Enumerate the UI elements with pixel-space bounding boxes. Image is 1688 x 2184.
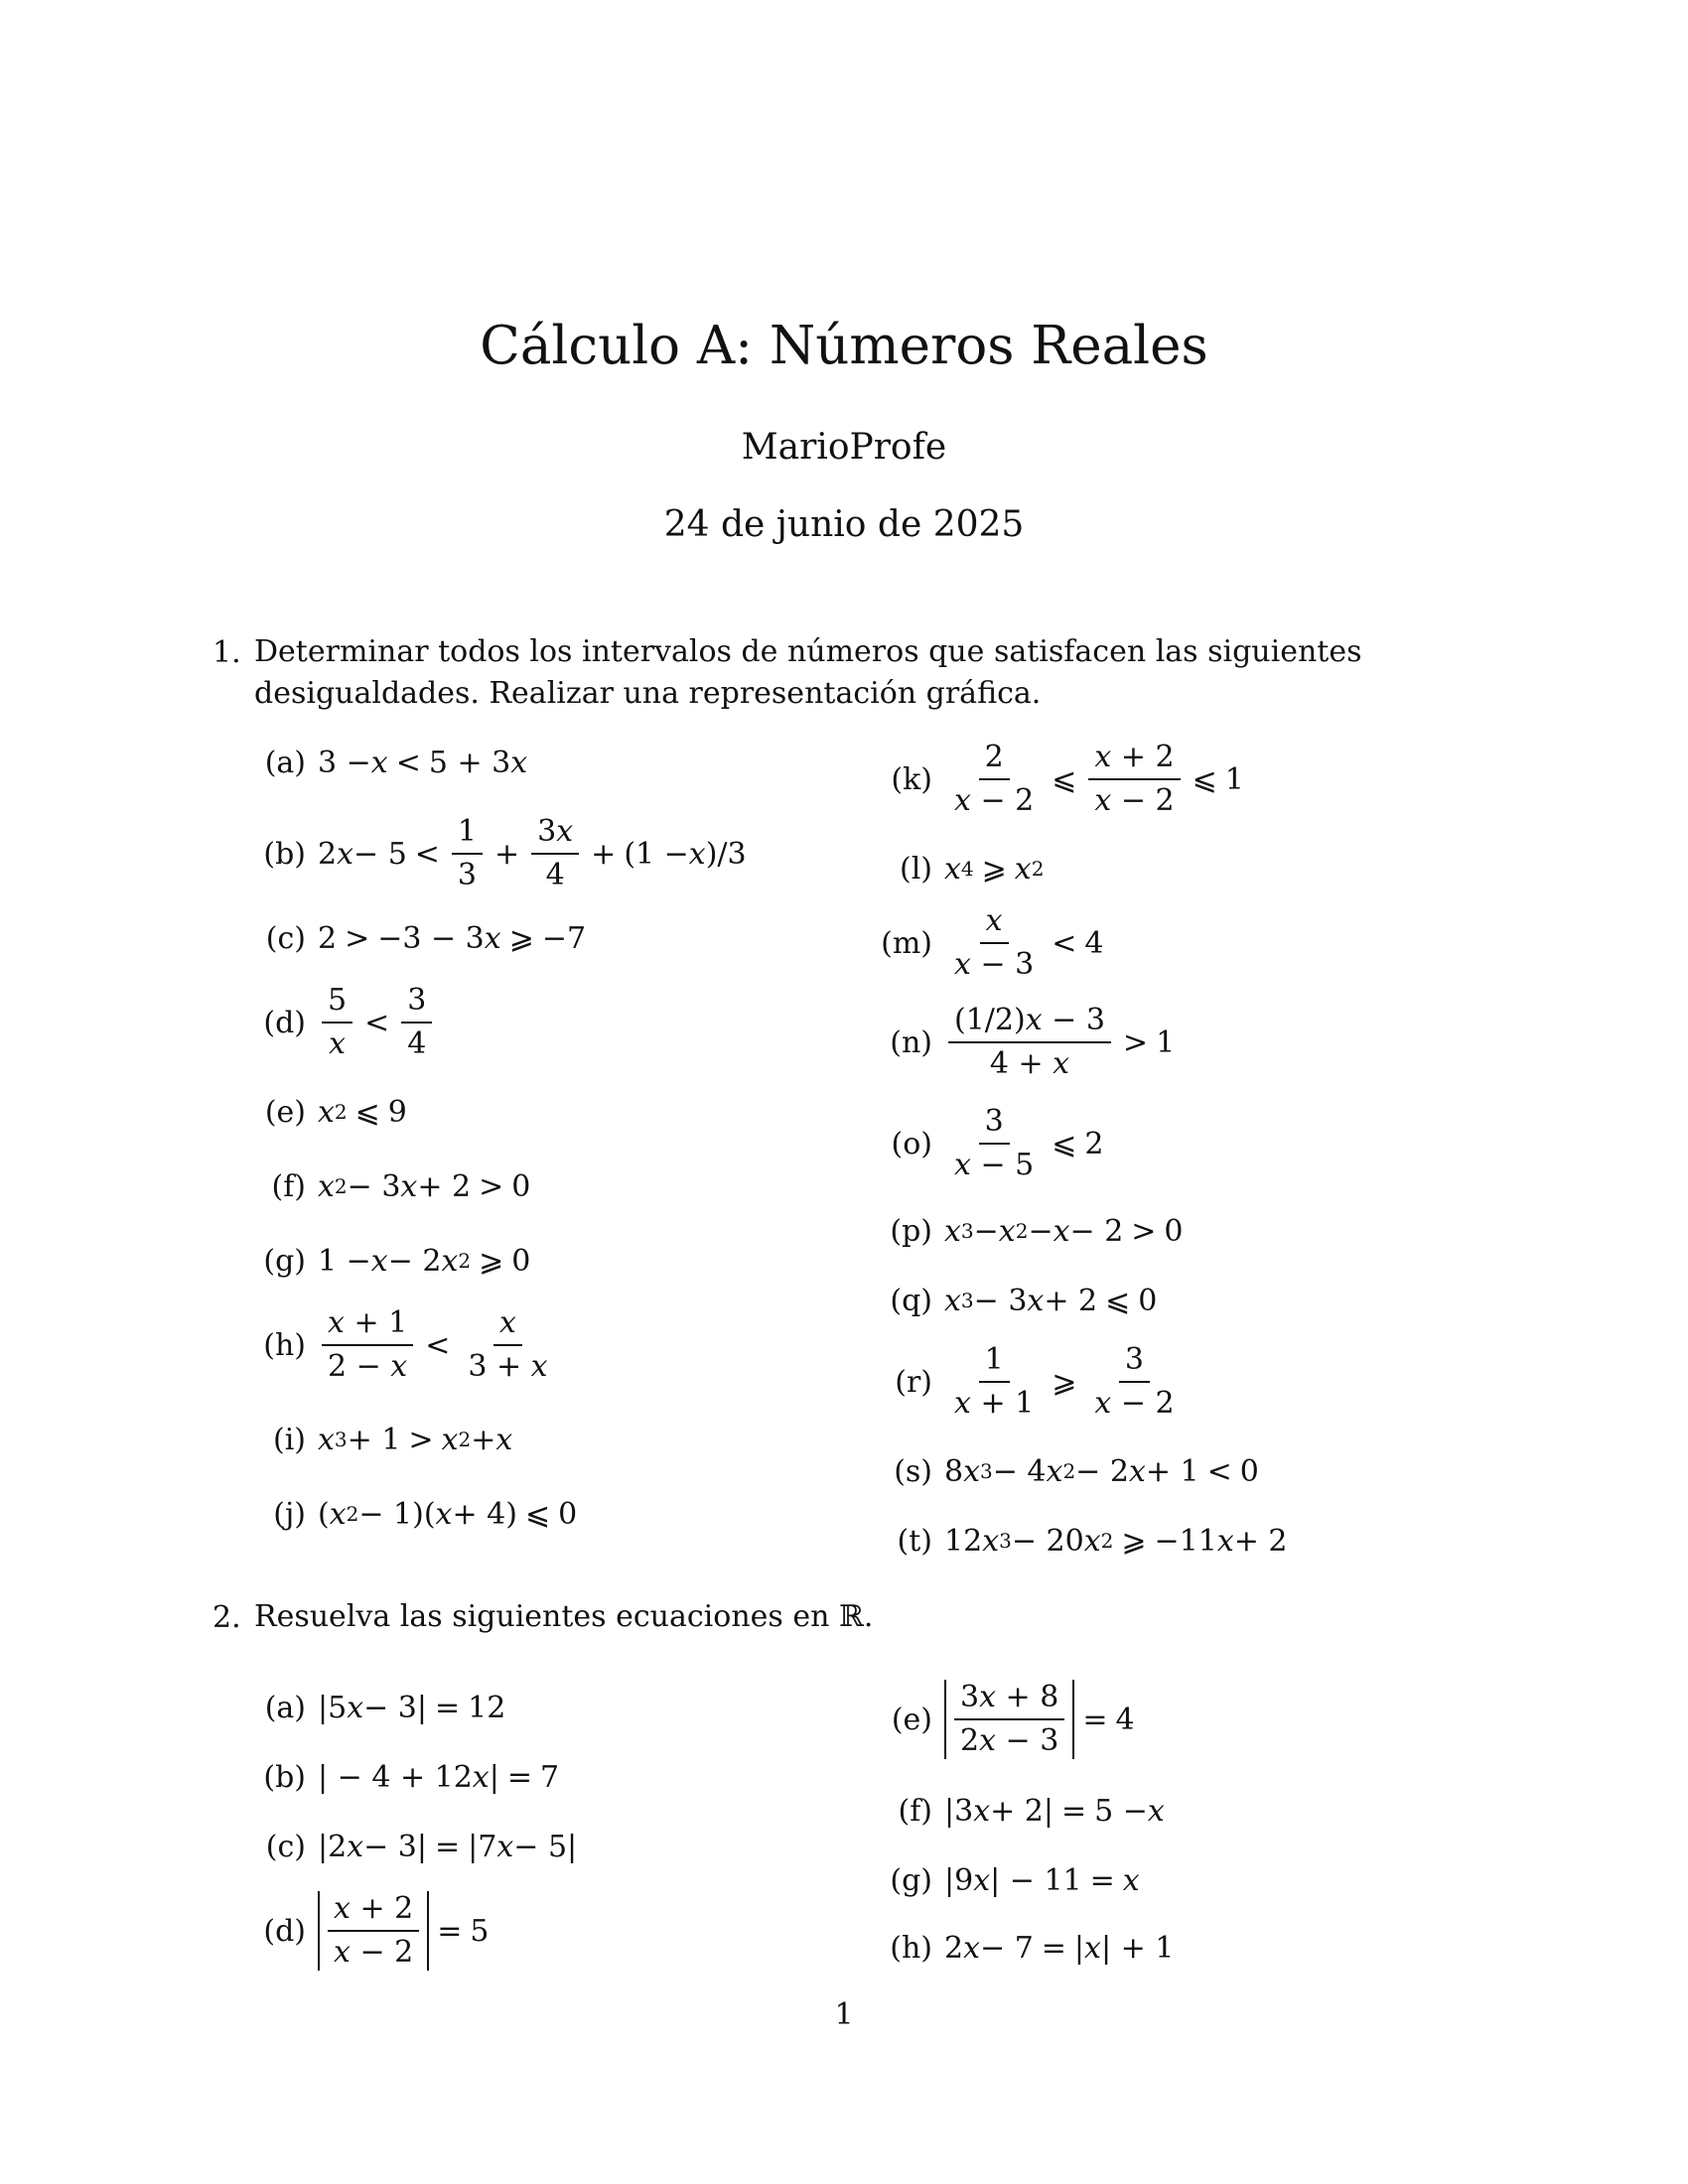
exercise-label: (h) <box>263 1327 306 1363</box>
exercise-label: (g) <box>890 1862 932 1898</box>
exercise-item <box>881 1680 1135 1758</box>
exercise-expression: $\frac{x + 1}{2 - x}$ < $\frac{x}{3 + x}$ <box>318 1305 558 1385</box>
exercise-item <box>881 1860 1140 1900</box>
exercise-item <box>254 1757 559 1797</box>
exercise-label: (o) <box>891 1126 932 1161</box>
exercise-item <box>254 918 586 958</box>
problem-number: 2. <box>212 1600 241 1635</box>
exercise-expression: 1 − x − 2 x 2 ⩾ 0 <box>318 1243 531 1279</box>
exercise-label: (s) <box>894 1453 932 1489</box>
document-author: MarioProfe <box>741 427 947 468</box>
exercise-item <box>254 1420 512 1459</box>
exercise-item <box>881 1281 1157 1320</box>
exercise-item <box>254 1092 407 1132</box>
exercise-item <box>254 1494 577 1534</box>
exercise-item <box>881 1451 1259 1491</box>
exercise-label: (r) <box>895 1364 932 1400</box>
exercise-item <box>881 1791 1165 1831</box>
problem-statement: Determinar todos los intervalos de números que satisfacen las siguientes desigualdades. Realizar una representación gráfica. <box>254 634 1362 711</box>
exercise-item <box>254 1166 530 1206</box>
exercise-expression: $\frac{5}{x}$ < $\frac{3}{4}$ <box>318 983 436 1062</box>
exercise-label: (c) <box>265 1829 306 1864</box>
exercise-expression: 12 x 3 − 20 x 2 ⩾ −11 x + 2 <box>944 1523 1288 1559</box>
exercise-expression: |3 x + 2| = 5 − x <box>944 1793 1165 1829</box>
exercise-expression: $\frac{(1/2)x - 3}{4 + x}$ > 1 <box>944 1003 1175 1082</box>
page-number: 1 <box>834 1997 854 2032</box>
exercise-item <box>254 743 527 782</box>
exercise-label: (d) <box>263 1913 306 1949</box>
exercise-expression: $\frac{x}{x - 3}$ < 4 <box>954 903 1104 982</box>
exercise-expression: 2 > −3 − 3 x ⩾ −7 <box>318 920 587 956</box>
exercise-expression: 3 − x < 5 + 3 x <box>318 745 528 780</box>
exercise-expression: x 2 − 3 x + 2 > 0 <box>318 1168 531 1204</box>
document-date: 24 de junio de 2025 <box>663 504 1025 545</box>
problem-statement: Resuelva las siguientes ecuaciones en ℝ. <box>254 1599 874 1634</box>
exercise-label: (m) <box>881 925 932 961</box>
exercise-item <box>881 1104 1104 1182</box>
exercise-expression: 2 x − 5 < $\frac{1}{3}$ + $\frac{3x}{4}$ + (1 − x )/3 <box>318 814 747 892</box>
exercise-expression: $\frac{1}{x + 1}$ ⩾ $\frac{3}{x - 2}$ <box>954 1342 1175 1421</box>
exercise-item <box>881 1928 1174 1968</box>
exercise-label: (a) <box>264 745 306 780</box>
exercise-item <box>881 849 1044 888</box>
exercise-expression: $\frac{x + 2}{x - 2}$ = 5 <box>318 1891 489 1971</box>
exercise-item <box>881 740 1244 818</box>
exercise-item <box>254 1827 577 1866</box>
problem-number: 1. <box>212 635 241 670</box>
exercise-label: (a) <box>264 1690 306 1725</box>
exercise-expression: x 4 ⩾ x 2 <box>944 851 1045 887</box>
exercise-label: (h) <box>890 1930 932 1966</box>
exercise-label: (b) <box>263 1759 306 1795</box>
exercise-expression: x 3 − 3 x + 2 ⩽ 0 <box>944 1283 1158 1318</box>
exercise-expression: |5 x − 3| = 12 <box>318 1690 506 1725</box>
exercise-item <box>254 814 747 892</box>
exercise-item <box>254 983 436 1061</box>
exercise-label: (f) <box>898 1793 932 1829</box>
exercise-item <box>881 1003 1176 1081</box>
exercise-label: (e) <box>891 1702 932 1737</box>
exercise-item <box>881 1342 1185 1421</box>
exercise-item <box>254 1241 530 1281</box>
exercise-expression: $\frac{2}{x - 2}$ ⩽ $\frac{x + 2}{x - 2}$ ⩽ 1 <box>954 740 1244 818</box>
exercise-expression: $\frac{3}{x - 5}$ ⩽ 2 <box>954 1104 1104 1182</box>
exercise-label: (k) <box>891 761 932 797</box>
exercise-expression: |2 x − 3| = |7 x − 5| <box>318 1829 578 1864</box>
exercise-label: (e) <box>264 1094 306 1130</box>
exercise-item <box>254 1891 490 1970</box>
exercise-label: (t) <box>897 1523 932 1559</box>
exercise-expression: ( x 2 − 1)( x + 4) ⩽ 0 <box>318 1496 578 1532</box>
exercise-expression: 2 x − 7 = | x | + 1 <box>944 1930 1175 1966</box>
exercise-label: (g) <box>263 1243 306 1279</box>
exercise-label: (f) <box>271 1168 306 1204</box>
exercise-item <box>254 1688 505 1727</box>
exercise-item <box>254 1305 558 1384</box>
exercise-label: (l) <box>899 851 932 887</box>
exercise-item <box>881 1521 1288 1561</box>
exercise-expression: | − 4 + 12 x | = 7 <box>318 1759 560 1795</box>
exercise-expression: x 2 ⩽ 9 <box>318 1094 407 1130</box>
exercise-item <box>881 1211 1184 1251</box>
document-title: Cálculo A: Números Reales <box>480 316 1208 376</box>
exercise-expression: x 3 + 1 > x 2 + x <box>318 1422 513 1457</box>
exercise-label: (d) <box>263 1005 306 1040</box>
exercise-expression: 8 x 3 − 4 x 2 − 2 x + 1 < 0 <box>944 1453 1259 1489</box>
exercise-item <box>881 903 1104 982</box>
exercise-label: (j) <box>273 1496 306 1532</box>
exercise-expression: x 3 − x 2 − x − 2 > 0 <box>944 1213 1184 1249</box>
exercise-label: (b) <box>263 836 306 872</box>
exercise-expression: |9 x | − 11 = x <box>944 1862 1140 1898</box>
exercise-label: (p) <box>890 1213 932 1249</box>
exercise-label: (c) <box>265 920 306 956</box>
exercise-label: (i) <box>272 1422 306 1457</box>
exercise-label: (n) <box>890 1024 932 1060</box>
exercise-label: (q) <box>890 1283 932 1318</box>
exercise-expression: $\frac{3x + 8}{2x - 3}$ = 4 <box>944 1680 1135 1759</box>
